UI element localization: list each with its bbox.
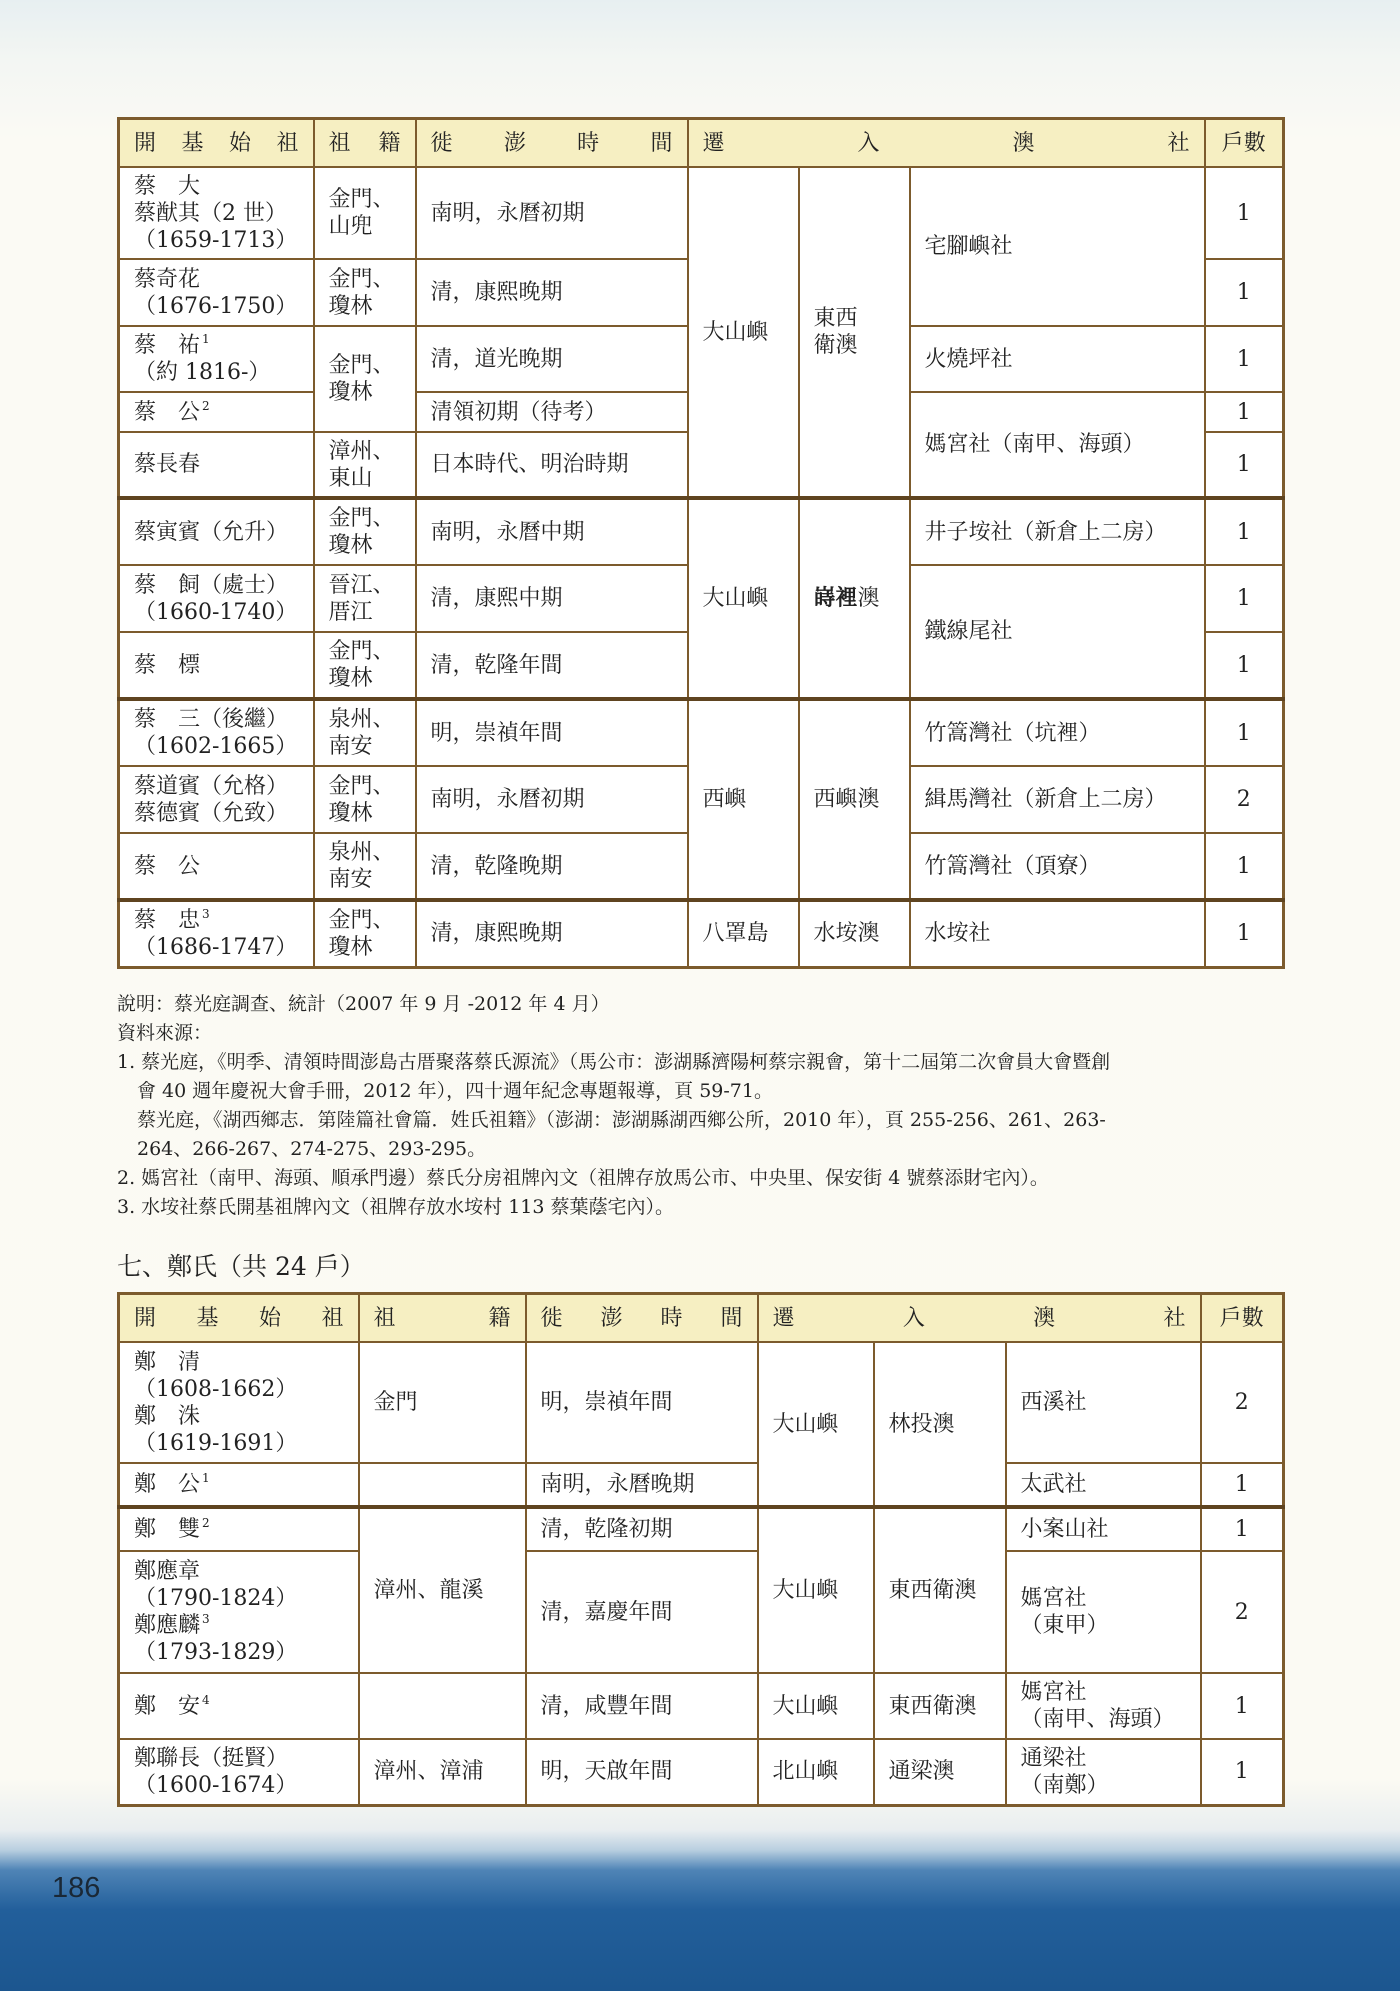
village-cell: 鐵線尾社 bbox=[910, 565, 1205, 699]
port-cell: 通梁澳 bbox=[874, 1739, 1006, 1805]
ancestor-cell: 鄭 安 $^4$ bbox=[119, 1673, 359, 1739]
origin-cell: 金門、 瓊林 bbox=[314, 900, 416, 967]
header-origin: 祖 籍 bbox=[314, 119, 416, 168]
header-households: 戶數 bbox=[1201, 1294, 1284, 1343]
period-cell: 南明，永曆中期 bbox=[416, 498, 688, 565]
sources-label: 資料來源： bbox=[117, 1022, 213, 1044]
village-cell: 通梁社 （南鄭） bbox=[1006, 1739, 1201, 1805]
header-period: 徙 澎 時 間 bbox=[526, 1294, 758, 1343]
period-cell: 明，崇禎年間 bbox=[416, 699, 688, 766]
table-row bbox=[119, 1673, 1284, 1739]
ancestor-cell: 蔡 大 蔡猷其（2 世） （1659-1713） bbox=[119, 167, 314, 259]
ancestor-cell: 蔡 三（後繼） （1602-1665） bbox=[119, 699, 314, 766]
source-3: 3. 水垵社蔡氏開基祖牌內文（祖牌存放水垵村 113 蔡葉蔭宅內）。 bbox=[117, 1196, 675, 1218]
table-row bbox=[119, 699, 1284, 766]
table-row bbox=[119, 1463, 1284, 1507]
table-row bbox=[119, 1342, 1284, 1463]
island-cell: 大山嶼 bbox=[758, 1507, 874, 1673]
ancestor-cell: 蔡道賓（允格） 蔡德賓（允致） bbox=[119, 766, 314, 833]
island-cell: 大山嶼 bbox=[758, 1342, 874, 1507]
origin-cell: 金門 bbox=[359, 1342, 526, 1463]
source-2: 2. 媽宮社（南甲、海頭、順承門邊）蔡氏分房祖牌內文（祖牌存放馬公市、中央里、保安街 4 號蔡添財宅內）。 bbox=[117, 1167, 1049, 1189]
port-cell: 水垵澳 bbox=[799, 900, 910, 967]
period-cell: 清領初期（待考） bbox=[416, 392, 688, 432]
port-cell: 林投澳 bbox=[874, 1342, 1006, 1507]
ancestor-cell: 蔡 忠 $^3$ （1686-1747） bbox=[119, 900, 314, 967]
island-cell: 北山嶼 bbox=[758, 1739, 874, 1805]
ancestor-cell: 蔡奇花 （1676-1750） bbox=[119, 259, 314, 326]
period-cell: 南明，永曆初期 bbox=[416, 167, 688, 259]
ancestor-cell: 蔡 公 bbox=[119, 833, 314, 900]
ancestor-cell: 蔡長春 bbox=[119, 432, 314, 498]
origin-cell: 金門、 瓊林 bbox=[314, 766, 416, 833]
table-row bbox=[119, 1507, 1284, 1551]
source-1b: 蔡光庭，《湖西鄉志．第陸篇社會篇．姓氏祖籍》（澎湖：澎湖縣湖西鄉公所，2010 年），頁 255-256、261、263- bbox=[137, 1109, 1106, 1131]
period-cell: 清，康熙中期 bbox=[416, 565, 688, 632]
port-cell: 西嶼澳 bbox=[799, 699, 910, 900]
households-cell: 1 bbox=[1201, 1739, 1284, 1805]
origin-cell: 漳州、漳浦 bbox=[359, 1739, 526, 1805]
period-cell: 清，乾隆晚期 bbox=[416, 833, 688, 900]
header-ancestor: 開 基 始 祖 bbox=[119, 1294, 359, 1343]
households-cell: 1 bbox=[1205, 326, 1284, 392]
village-cell: 井子垵社（新倉上二房） bbox=[910, 498, 1205, 565]
households-cell: 2 bbox=[1201, 1342, 1284, 1463]
ancestor-cell: 鄭 雙 $^2$ bbox=[119, 1507, 359, 1551]
explanation-note: 說明：蔡光庭調查、統計（2007 年 9 月 -2012 年 4 月） bbox=[117, 993, 610, 1015]
households-cell: 1 bbox=[1205, 259, 1284, 326]
ancestor-cell: 蔡 祐 $^1$ （約 1816-） bbox=[119, 326, 314, 392]
origin-cell: 金門、 山兜 bbox=[314, 167, 416, 259]
origin-cell: 金門、 瓊林 bbox=[314, 632, 416, 699]
period-cell: 清，乾隆初期 bbox=[526, 1507, 758, 1551]
island-cell: 大山嶼 bbox=[688, 498, 799, 699]
cai-clan-table bbox=[117, 117, 1285, 969]
header-period: 徙 澎 時 間 bbox=[416, 119, 688, 168]
source-1-continued: 會 40 週年慶祝大會手冊，2012 年），四十週年紀念專題報導，頁 59-71。 bbox=[137, 1080, 773, 1102]
period-cell: 南明，永曆晚期 bbox=[526, 1463, 758, 1507]
header-origin: 祖 籍 bbox=[359, 1294, 526, 1343]
village-cell: 竹篙灣社（坑裡） bbox=[910, 699, 1205, 766]
households-cell: 2 bbox=[1201, 1551, 1284, 1673]
island-cell: 大山嶼 bbox=[688, 167, 799, 498]
origin-cell bbox=[359, 1673, 526, 1739]
ancestor-cell: 蔡寅賓（允升） bbox=[119, 498, 314, 565]
origin-cell: 金門、 瓊林 bbox=[314, 498, 416, 565]
origin-cell: 晉江、 厝江 bbox=[314, 565, 416, 632]
households-cell: 1 bbox=[1205, 498, 1284, 565]
households-cell: 1 bbox=[1205, 833, 1284, 900]
period-cell: 清，康熙晚期 bbox=[416, 259, 688, 326]
period-cell: 明，天啟年間 bbox=[526, 1739, 758, 1805]
page-number: 186 bbox=[52, 1872, 101, 1904]
period-cell: 明，崇禎年間 bbox=[526, 1342, 758, 1463]
households-cell: 1 bbox=[1205, 632, 1284, 699]
origin-cell: 金門、 瓊林 bbox=[314, 326, 416, 432]
village-cell: 水垵社 bbox=[910, 900, 1205, 967]
period-cell: 清，乾隆年間 bbox=[416, 632, 688, 699]
period-cell: 清，咸豐年間 bbox=[526, 1673, 758, 1739]
households-cell: 1 bbox=[1205, 900, 1284, 967]
households-cell: 1 bbox=[1205, 392, 1284, 432]
village-cell: 小案山社 bbox=[1006, 1507, 1201, 1551]
origin-cell bbox=[359, 1463, 526, 1507]
households-cell: 1 bbox=[1201, 1507, 1284, 1551]
households-cell: 1 bbox=[1201, 1463, 1284, 1507]
village-cell: 火燒坪社 bbox=[910, 326, 1205, 392]
table-row bbox=[119, 900, 1284, 967]
village-cell: 媽宮社 （東甲） bbox=[1006, 1551, 1201, 1673]
header-ancestor: 開 基 始 祖 bbox=[119, 119, 314, 168]
village-cell: 緝馬灣社（新倉上二房） bbox=[910, 766, 1205, 833]
village-cell: 太武社 bbox=[1006, 1463, 1201, 1507]
ancestor-cell: 鄭 清 （1608-1662） 鄭 洙 （1619-1691） bbox=[119, 1342, 359, 1463]
village-cell: 宅腳嶼社 bbox=[910, 167, 1205, 326]
source-1b-continued: 264、266-267、274-275、293-295。 bbox=[137, 1138, 487, 1160]
period-cell: 日本時代、明治時期 bbox=[416, 432, 688, 498]
period-cell: 南明，永曆初期 bbox=[416, 766, 688, 833]
header-settlement: 遷 入 澳 社 bbox=[758, 1294, 1201, 1343]
table-header bbox=[119, 119, 1284, 168]
households-cell: 1 bbox=[1205, 699, 1284, 766]
header-households: 戶數 bbox=[1205, 119, 1284, 168]
port-cell: 東西 衛澳 bbox=[799, 167, 910, 498]
households-cell: 1 bbox=[1205, 565, 1284, 632]
table-row bbox=[119, 1551, 1284, 1673]
origin-cell: 泉州、 南安 bbox=[314, 833, 416, 900]
households-cell: 2 bbox=[1205, 766, 1284, 833]
table-notes bbox=[117, 990, 1287, 1222]
ancestor-cell: 蔡 標 bbox=[119, 632, 314, 699]
section-title: 七、鄭氏（共 24 戶） bbox=[117, 1252, 365, 1281]
zheng-clan-table bbox=[117, 1292, 1285, 1807]
period-cell: 清，道光晚期 bbox=[416, 326, 688, 392]
households-cell: 1 bbox=[1201, 1673, 1284, 1739]
village-cell: 媽宮社（南甲、海頭） bbox=[910, 392, 1205, 498]
header-settlement: 遷 入 澳 社 bbox=[688, 119, 1205, 168]
island-cell: 八罩島 bbox=[688, 900, 799, 967]
port-cell: 東西衛澳 bbox=[874, 1673, 1006, 1739]
origin-cell: 金門、 瓊林 bbox=[314, 259, 416, 326]
origin-cell: 漳州、 東山 bbox=[314, 432, 416, 498]
village-cell: 西溪社 bbox=[1006, 1342, 1201, 1463]
ancestor-cell: 鄭聯長（挺賢） （1600-1674） bbox=[119, 1739, 359, 1805]
island-cell: 大山嶼 bbox=[758, 1673, 874, 1739]
period-cell: 清，康熙晚期 bbox=[416, 900, 688, 967]
source-1: 1. 蔡光庭，《明季、清領時間澎島古厝聚落蔡氏源流》（馬公市：澎湖縣濟陽柯蔡宗親會，第十二屆第二次會員大會暨創 bbox=[117, 1051, 1111, 1073]
households-cell: 1 bbox=[1205, 167, 1284, 259]
table-row bbox=[119, 1739, 1284, 1805]
ancestor-cell: 鄭 公 $^1$ bbox=[119, 1463, 359, 1507]
ancestor-cell: 鄭應章 （1790-1824） 鄭應麟 $^3$ （1793-1829） bbox=[119, 1551, 359, 1673]
village-cell: 竹篙灣社（頂寮） bbox=[910, 833, 1205, 900]
island-cell: 西嶼 bbox=[688, 699, 799, 900]
table-header bbox=[119, 1294, 1284, 1343]
ancestor-cell: 蔡 公 $^2$ bbox=[119, 392, 314, 432]
table-row bbox=[119, 498, 1284, 565]
port-cell: 東西衛澳 bbox=[874, 1507, 1006, 1673]
table-row bbox=[119, 167, 1284, 259]
origin-cell: 漳州、龍溪 bbox=[359, 1507, 526, 1673]
ancestor-cell: 蔡 飼（處士） （1660-1740） bbox=[119, 565, 314, 632]
households-cell: 1 bbox=[1205, 432, 1284, 498]
origin-cell: 泉州、 南安 bbox=[314, 699, 416, 766]
village-cell: 媽宮社 （南甲、海頭） bbox=[1006, 1673, 1201, 1739]
period-cell: 清，嘉慶年間 bbox=[526, 1551, 758, 1673]
port-cell: 嵵裡澳 bbox=[799, 498, 910, 699]
